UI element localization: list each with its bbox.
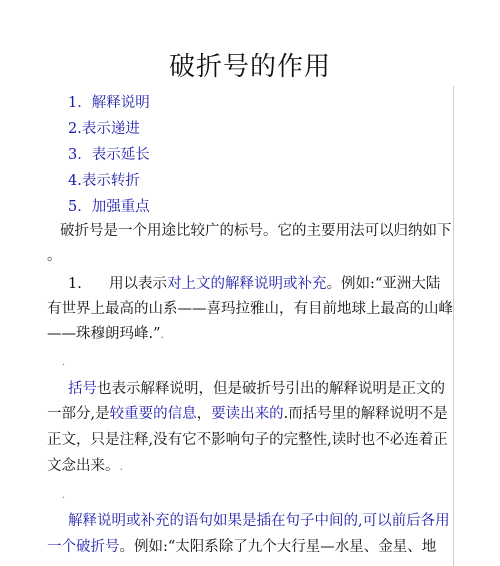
toc-item-2: 2.表示递进 <box>68 121 140 137</box>
para2-line-2 <box>47 404 448 424</box>
para1-text-a: 用以表示 <box>109 276 168 292</box>
para1-highlight: 对上文的解释说明或补充 <box>167 276 327 292</box>
intro-line-2: 。 <box>47 248 62 264</box>
para2-line-2-b: ， <box>196 406 212 422</box>
para1-line-1 <box>68 274 440 294</box>
para1-number: 1. <box>68 276 82 292</box>
para2-line-1-rest: 也表示解释说明，但是破折号引出的解释说明是正文的 <box>97 381 445 397</box>
para1-line-3 <box>47 324 164 345</box>
para2-line-2-a: 一部分,是 <box>47 406 110 422</box>
para1-text-b: 。例如:“亚洲大陆 <box>326 276 441 292</box>
separator-dot-1: . <box>62 357 66 368</box>
para1-line-3-text: ——珠穆朗玛峰.” <box>47 326 161 342</box>
para2-mark: . <box>119 460 123 473</box>
toc-item-4: 4.表示转折 <box>68 173 140 189</box>
toc-item-5: 5．加强重点 <box>68 199 150 215</box>
para2-highlight-2: 要读出来的 <box>211 406 284 422</box>
para2-line-1 <box>68 379 445 399</box>
intro-line-1: 破折号是一个用途比较广的标号。它的主要用法可以归纳如下 <box>60 223 452 239</box>
para2-line-4 <box>47 456 123 477</box>
page-title: 破折号的作用 <box>168 52 331 82</box>
page-edge-divider <box>453 86 454 566</box>
para3-line-2 <box>47 537 436 557</box>
toc-item-3: 3．表示延长 <box>68 147 150 163</box>
para2-highlight-kuohao: 括号 <box>68 381 97 397</box>
separator-dot-2: . <box>62 490 66 501</box>
para2-line-3: 正文，只是注释,没有它不影响句子的完整性,读时也不必连着正 <box>47 432 448 448</box>
para3-line-1: 解释说明或补充的语句如果是插在句子中间的,可以前后各用 <box>68 513 450 529</box>
para2-line-4-text: 文念出来。 <box>47 458 120 474</box>
para2-line-2-c: .而括号里的解释说明不是 <box>283 406 448 422</box>
para3-line-2-rest: 。例如:“太阳系除了九个大行星—水星、金星、地 <box>119 539 437 555</box>
para3-highlight: 一个破折号 <box>47 539 120 555</box>
para1-mark: . <box>160 328 165 341</box>
para2-highlight-1: 较重要的信息 <box>109 406 197 422</box>
toc-item-1: 1．解释说明 <box>68 95 150 111</box>
para1-line-2: 有世界上最高的山系——喜玛拉雅山，有目前地球上最高的山峰 <box>47 301 453 317</box>
